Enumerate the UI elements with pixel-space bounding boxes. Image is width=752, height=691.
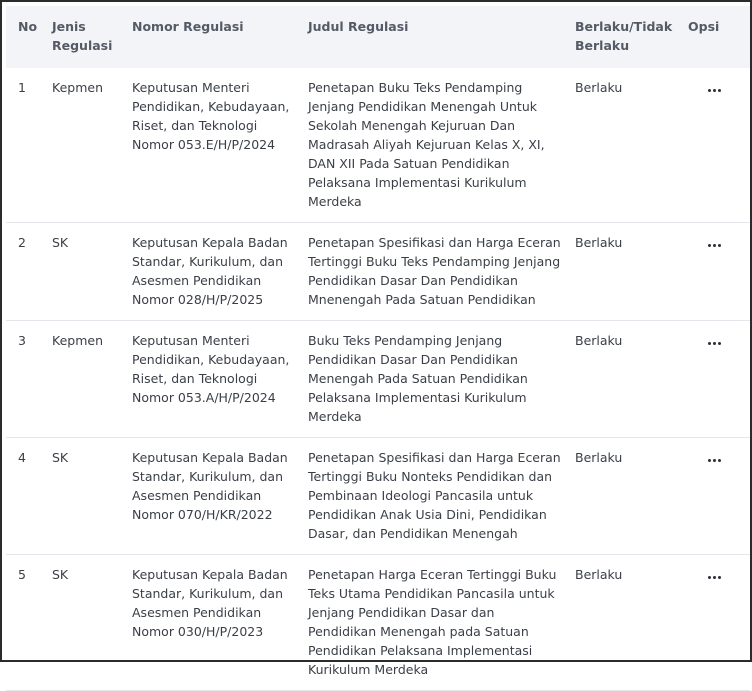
table-header (6, 6, 750, 68)
cell-judul-regulasi: Penetapan Harga Eceran Tertinggi Buku Teks Utama Pendidikan Pancasila untuk Jenjang Pendidikan Dasar dan Pendidikan Menengah pada Satuan Pendidikan Pelaksana Implementasi Kurikulum Merdeka (300, 555, 567, 691)
more-options-button[interactable] (688, 448, 721, 467)
more-options-button[interactable] (688, 78, 721, 97)
cell-status: Berlaku (567, 223, 680, 321)
more-horizontal-icon (708, 576, 721, 579)
more-options-button[interactable] (688, 331, 721, 350)
cell-jenis-regulasi: SK (44, 555, 124, 691)
more-horizontal-icon (708, 89, 721, 92)
cell-judul-regulasi: Penetapan Spesifikasi dan Harga Eceran Tertinggi Buku Teks Pendamping Jenjang Pendidikan Dasar Dan Pendidikan Mnenengah Pada Satuan Pendidikan (300, 223, 567, 321)
table-row (6, 321, 750, 438)
cell-jenis-regulasi: SK (44, 438, 124, 555)
more-horizontal-icon (708, 459, 721, 462)
cell-no: 1 (6, 68, 44, 223)
header-jenis-regulasi: Jenis Regulasi (52, 19, 113, 53)
cell-no: 4 (6, 438, 44, 555)
cell-nomor-regulasi: Keputusan Menteri Pendidikan, Kebudayaan, Riset, dan Teknologi Nomor 053.E/H/P/2024 (124, 68, 300, 223)
cell-nomor-regulasi: Keputusan Kepala Badan Standar, Kurikulum, dan Asesmen Pendidikan Nomor 070/H/KR/2022 (124, 438, 300, 555)
cell-no: 2 (6, 223, 44, 321)
cell-nomor-regulasi: Keputusan Kepala Badan Standar, Kurikulum, dan Asesmen Pendidikan Nomor 030/H/P/2023 (124, 555, 300, 691)
more-horizontal-icon (708, 244, 721, 247)
header-status: Berlaku/Tidak Berlaku (575, 19, 673, 53)
table-row (6, 555, 750, 691)
cell-jenis-regulasi: SK (44, 223, 124, 321)
header-judul-regulasi: Judul Regulasi (308, 19, 409, 34)
cell-status: Berlaku (567, 555, 680, 691)
cell-opsi (680, 555, 750, 691)
cell-judul-regulasi: Penetapan Spesifikasi dan Harga Eceran Tertinggi Buku Nonteks Pendidikan dan Pembinaan Ideologi Pancasila untuk Pendidikan Anak Usia Dini, Pendidikan Dasar, dan Pendidikan Menengah (300, 438, 567, 555)
table-body (6, 68, 750, 691)
cell-judul-regulasi: Buku Teks Pendamping Jenjang Pendidikan Dasar Dan Pendidikan Menengah Pada Satuan Pendidikan Pelaksana Implementasi Kurikulum Merdeka (300, 321, 567, 438)
cell-opsi (680, 321, 750, 438)
cell-status: Berlaku (567, 321, 680, 438)
more-options-button[interactable] (688, 565, 721, 584)
cell-status: Berlaku (567, 438, 680, 555)
header-opsi: Opsi (688, 19, 720, 34)
header-nomor-regulasi: Nomor Regulasi (132, 19, 244, 34)
cell-opsi (680, 223, 750, 321)
cell-no: 5 (6, 555, 44, 691)
more-horizontal-icon (708, 342, 721, 345)
cell-opsi (680, 438, 750, 555)
regulation-table (6, 6, 750, 691)
cell-status: Berlaku (567, 68, 680, 223)
table-row (6, 68, 750, 223)
cell-nomor-regulasi: Keputusan Menteri Pendidikan, Kebudayaan, Riset, dan Teknologi Nomor 053.A/H/P/2024 (124, 321, 300, 438)
header-no: No (18, 19, 38, 34)
cell-nomor-regulasi: Keputusan Kepala Badan Standar, Kurikulum, dan Asesmen Pendidikan Nomor 028/H/P/2025 (124, 223, 300, 321)
cell-jenis-regulasi: Kepmen (44, 321, 124, 438)
cell-jenis-regulasi: Kepmen (44, 68, 124, 223)
table-row (6, 438, 750, 555)
more-options-button[interactable] (688, 233, 721, 252)
table-row (6, 223, 750, 321)
header-row (6, 6, 750, 68)
cell-opsi (680, 68, 750, 223)
cell-judul-regulasi: Penetapan Buku Teks Pendamping Jenjang Pendidikan Menengah Untuk Sekolah Menengah Kejuruan Dan Madrasah Aliyah Kejuruan Kelas X, XI, DAN XII Pada Satuan Pendidikan Pelaksana Implementasi Kurikulum Merdeka (300, 68, 567, 223)
cell-no: 3 (6, 321, 44, 438)
